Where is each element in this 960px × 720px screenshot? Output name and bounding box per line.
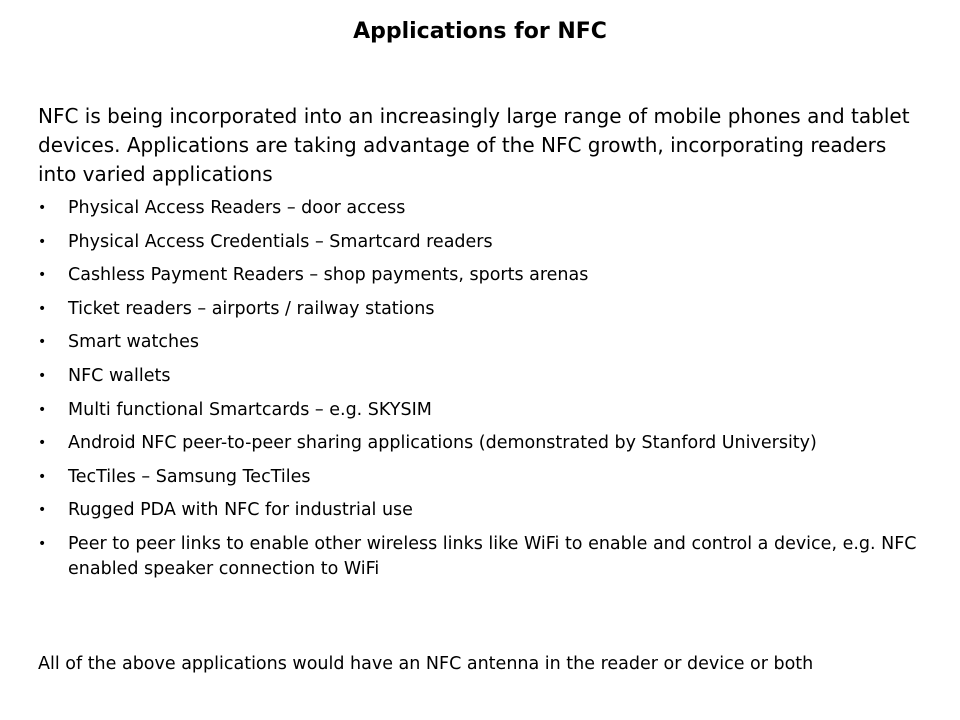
list-item-text: Ticket readers – airports / railway stations xyxy=(68,298,435,319)
list-item-text: Physical Access Readers – door access xyxy=(68,198,406,218)
bullet-icon: • xyxy=(38,468,47,485)
bullet-list xyxy=(38,196,928,591)
list-item xyxy=(38,398,928,423)
closing-paragraph: All of the above applications would have an NFC antenna in the reader or device or both xyxy=(38,654,814,674)
list-item-text: Multi functional Smartcards – e.g. SKYSIM xyxy=(68,399,432,420)
list-item xyxy=(38,297,928,322)
bullet-icon: • xyxy=(38,401,47,418)
list-item-text: Android NFC peer-to-peer sharing applications (demonstrated by Stanford University) xyxy=(68,433,817,454)
bullet-icon: • xyxy=(38,435,47,452)
list-item-text: Cashless Payment Readers – shop payments, sports arenas xyxy=(68,265,589,286)
intro-paragraph: NFC is being incorporated into an increasingly large range of mobile phones and tablet devices. Applications are taking advantage of the NFC growth, incorporating readers into varied applications xyxy=(38,104,910,186)
list-item xyxy=(38,330,928,355)
list-item-text: NFC wallets xyxy=(68,365,171,386)
list-item-text: Peer to peer links to enable other wireless links like WiFi to enable and control a device, e.g. NFC enabled speaker connection to WiFi xyxy=(68,533,917,579)
bullet-icon: • xyxy=(38,200,47,216)
bullet-icon: • xyxy=(38,334,47,351)
bullet-icon: • xyxy=(38,233,47,250)
list-item xyxy=(38,498,928,523)
list-item-text: Physical Access Credentials – Smartcard readers xyxy=(68,231,493,252)
bullet-icon: • xyxy=(38,535,47,552)
bullet-icon: • xyxy=(38,300,47,317)
list-item xyxy=(38,532,928,582)
slide-title: Applications for NFC xyxy=(353,19,607,44)
list-item xyxy=(38,230,928,255)
bullet-icon: • xyxy=(38,502,47,519)
list-item xyxy=(38,364,928,389)
list-item-text: Smart watches xyxy=(68,332,199,353)
list-item xyxy=(38,196,928,221)
list-item-text: Rugged PDA with NFC for industrial use xyxy=(68,500,413,521)
bullet-icon: • xyxy=(38,367,47,384)
bullet-icon: • xyxy=(38,267,47,284)
list-item-text: TecTiles – Samsung TecTiles xyxy=(68,466,311,487)
list-item xyxy=(38,465,928,490)
list-item xyxy=(38,431,928,456)
list-item xyxy=(38,263,928,288)
